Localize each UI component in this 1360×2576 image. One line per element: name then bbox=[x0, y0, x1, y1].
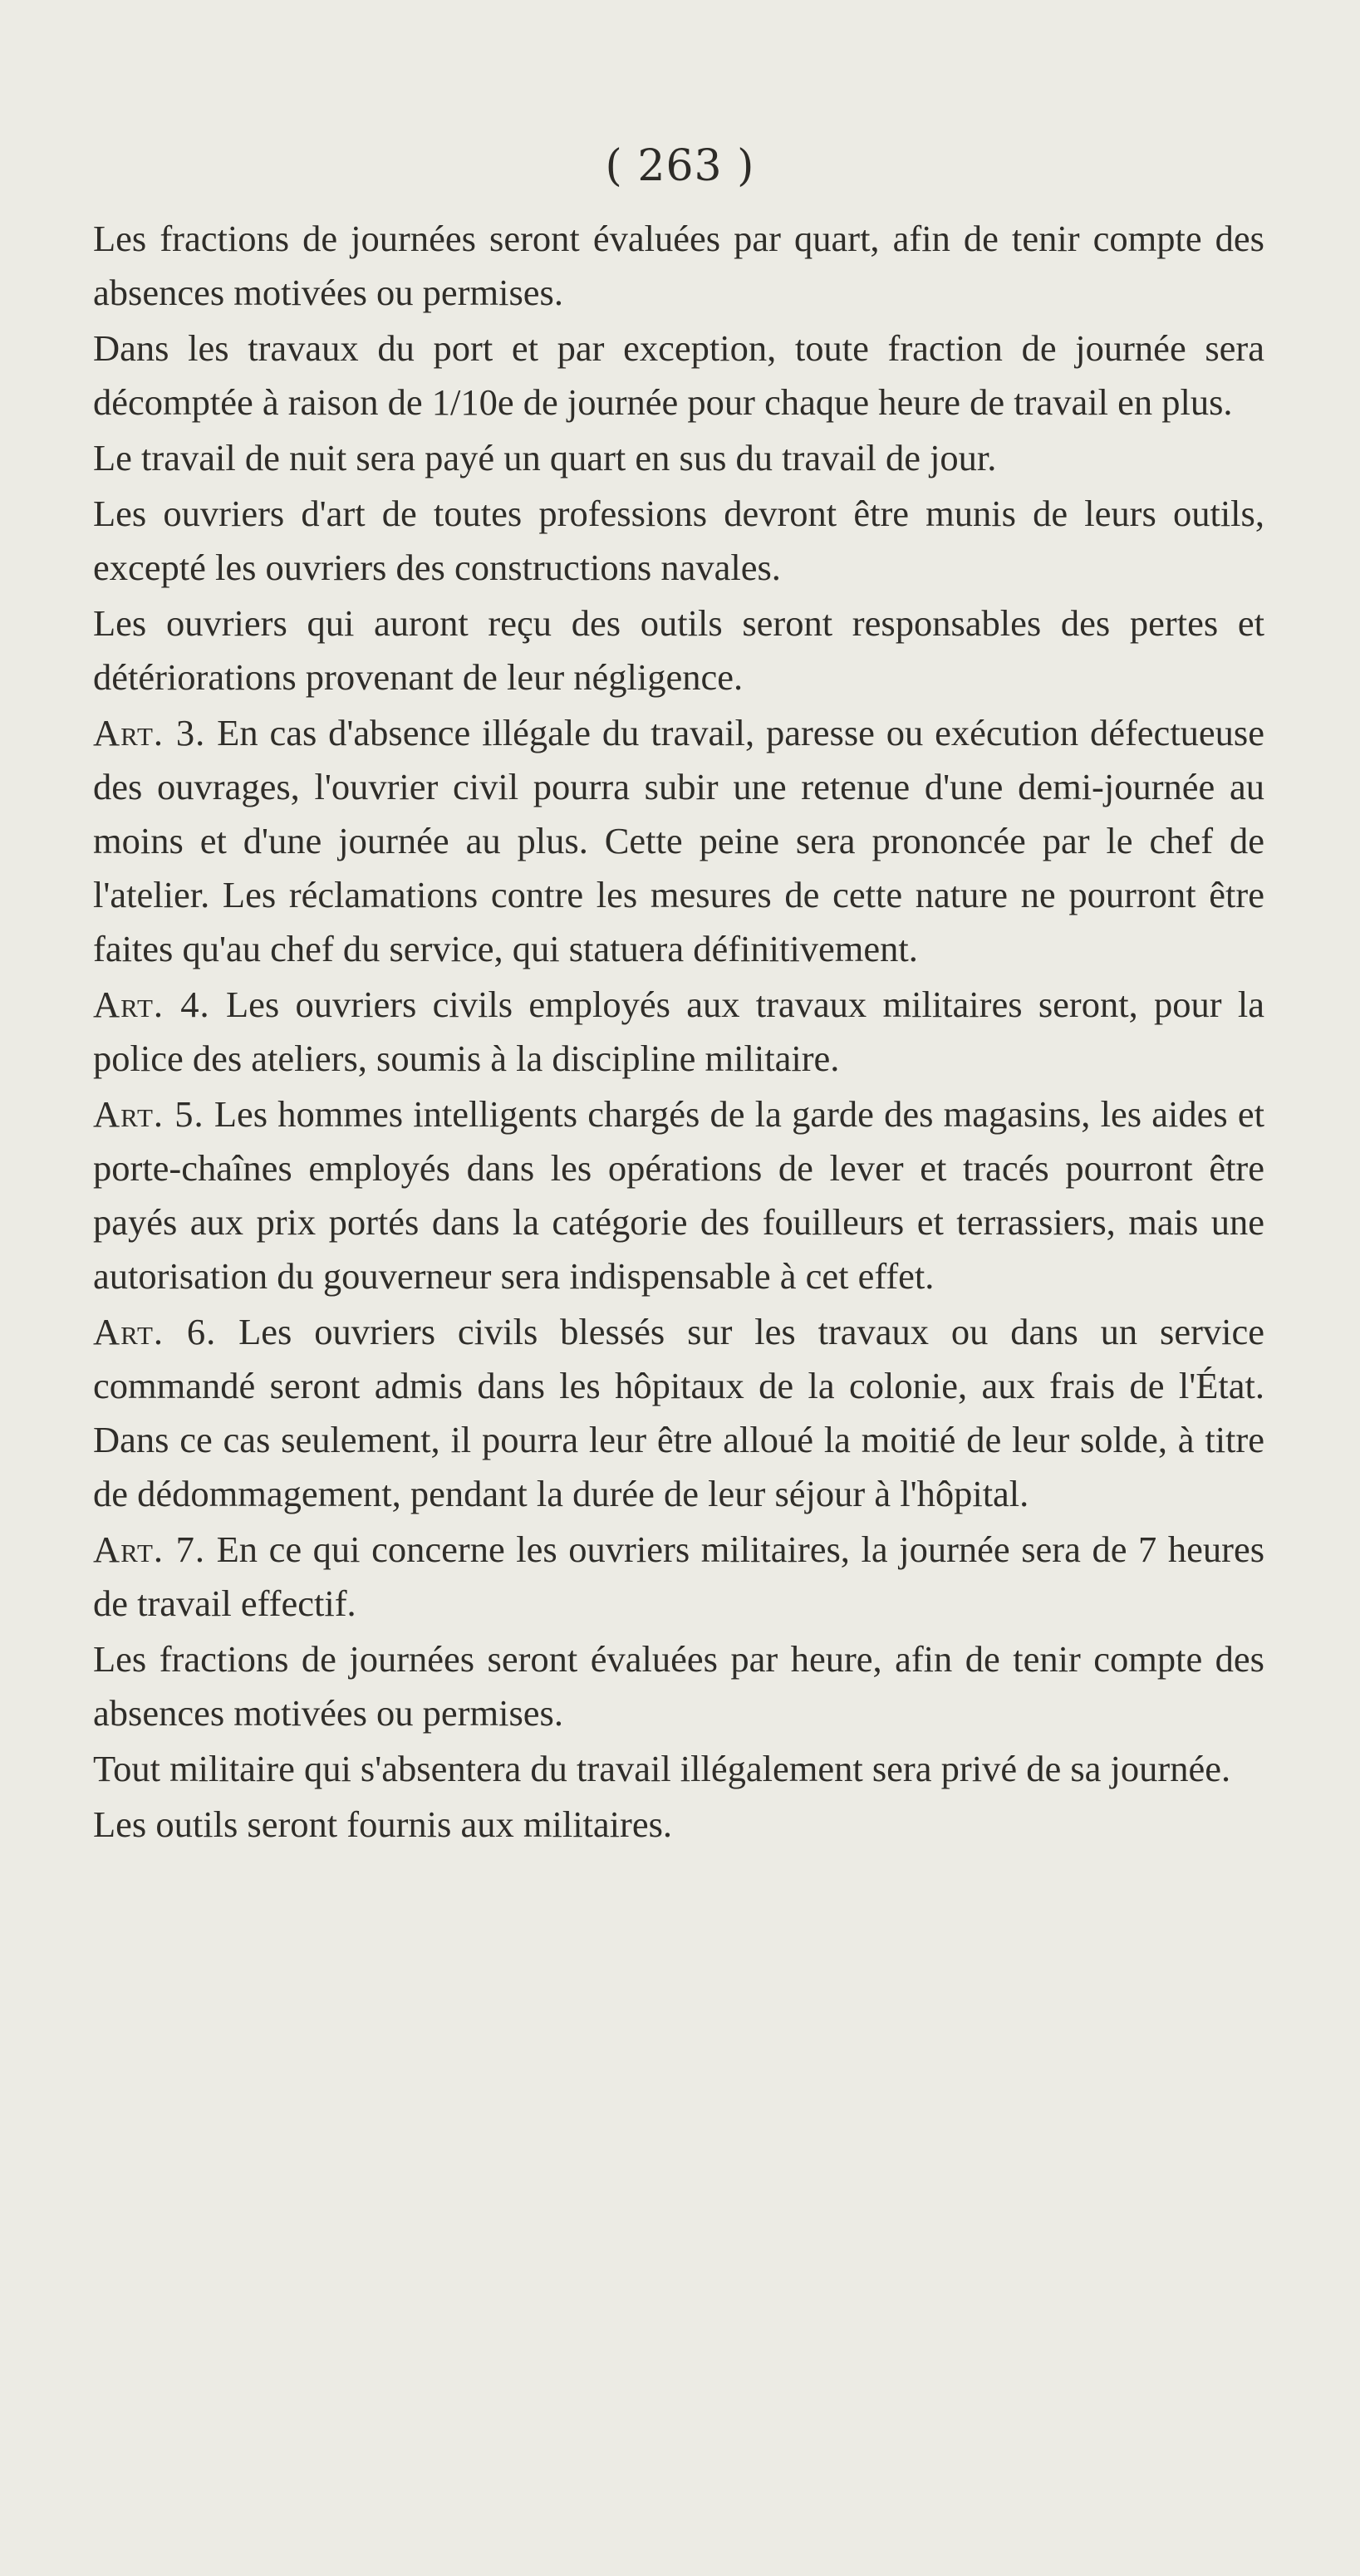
paragraph-text: Les hommes intelligents chargés de la garde des magasins, les aides et porte-chaînes employés dans les opérations de lever et tracés pourront être payés aux prix portés dans la catégorie des fouilleurs et terrassiers, mais une autorisation du gouverneur sera indispensable à cet effet. bbox=[93, 1093, 1265, 1297]
paragraph-13 bbox=[93, 1798, 1264, 1852]
article-label: Art. 4. bbox=[93, 984, 210, 1025]
paragraph-11 bbox=[93, 1632, 1264, 1740]
article-label: Art. 7. bbox=[93, 1528, 205, 1570]
paragraph-text: Les ouvriers civils blessés sur les travaux ou dans un service commandé seront admis dans les hôpitaux de la colonie, aux frais de l'État. Dans ce cas seulement, il pourra leur être alloué la moitié de leur solde, à titre de dédommagement, pendant la durée de leur séjour à l'hôpital. bbox=[93, 1311, 1265, 1514]
paragraph-12 bbox=[93, 1742, 1264, 1796]
page-number: ( 263 ) bbox=[605, 141, 755, 191]
paragraph-text: Le travail de nuit sera payé un quart en sus du travail de jour. bbox=[93, 437, 997, 478]
article-4 bbox=[93, 978, 1264, 1086]
article-5 bbox=[93, 1087, 1264, 1303]
article-3 bbox=[93, 706, 1264, 976]
paragraph-4 bbox=[93, 487, 1264, 595]
paragraph-3 bbox=[93, 431, 1264, 485]
paragraph-text: Les ouvriers d'art de toutes professions devront être munis de leurs outils, excepté les ouvriers des constructions navales. bbox=[93, 493, 1264, 588]
article-6 bbox=[93, 1305, 1264, 1521]
paragraph-5 bbox=[93, 596, 1264, 704]
paragraph-text: Tout militaire qui s'absentera du travail illégalement sera privé de sa journée. bbox=[93, 1748, 1231, 1789]
paragraph-text: Les outils seront fournis aux militaires. bbox=[93, 1803, 673, 1845]
paragraph-text: En cas d'absence illégale du travail, paresse ou exécution défectueuse des ouvrages, l'ouvrier civil pourra subir une retenue d'une demi-journée au moins et d'une journée au plus. Cette peine sera prononcée par le chef de l'atelier. Les réclamations contre les mesures de cette nature ne pourront être faites qu'au chef du service, qui statuera définitivement. bbox=[93, 712, 1264, 969]
paragraph-text: Dans les travaux du port et par exception, toute fraction de journée sera décomptée à raison de 1/10e de journée pour chaque heure de travail en plus. bbox=[93, 327, 1264, 423]
article-label: Art. 5. bbox=[93, 1093, 204, 1135]
body-text bbox=[93, 212, 1264, 1853]
paragraph-text: En ce qui concerne les ouvriers militaires, la journée sera de 7 heures de travail effectif. bbox=[93, 1528, 1265, 1624]
paragraph-text: Les ouvriers qui auront reçu des outils seront responsables des pertes et détériorations provenant de leur négligence. bbox=[93, 602, 1264, 698]
article-label: Art. 6. bbox=[93, 1311, 217, 1352]
paragraph-text: Les fractions de journées seront évaluées par heure, afin de tenir compte des absences motivées ou permises. bbox=[93, 1638, 1264, 1734]
paragraph-1 bbox=[93, 212, 1264, 320]
article-7 bbox=[93, 1523, 1264, 1631]
paragraph-text: Les ouvriers civils employés aux travaux militaires seront, pour la police des ateliers, soumis à la discipline militaire. bbox=[93, 984, 1264, 1079]
paragraph-2 bbox=[93, 321, 1264, 429]
paragraph-text: Les fractions de journées seront évaluées par quart, afin de tenir compte des absences motivées ou permises. bbox=[93, 218, 1264, 313]
article-label: Art. 3. bbox=[93, 712, 206, 753]
